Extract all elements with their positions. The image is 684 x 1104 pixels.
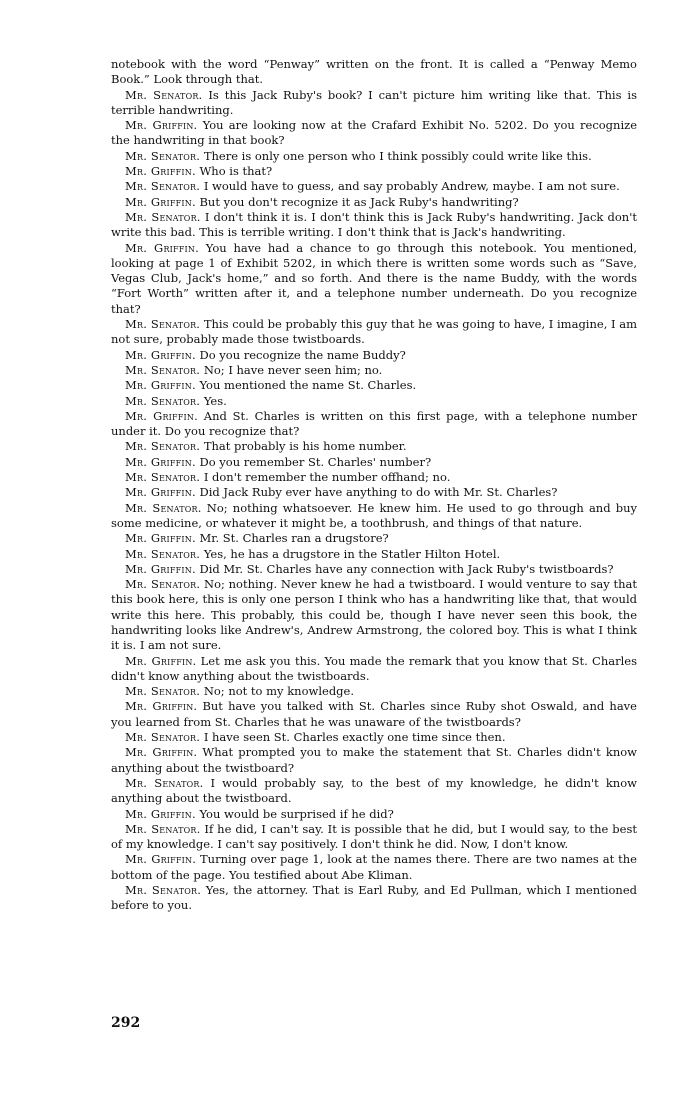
transcript-paragraph: [111, 577, 637, 653]
speaker-label: Mr. Griffin.: [125, 118, 198, 133]
paragraph-text: Do you remember St. Charles' number?: [199, 454, 432, 469]
speaker-label: Mr. Griffin.: [125, 164, 196, 179]
transcript-paragraph: [111, 547, 637, 562]
speaker-label: Mr. Senator.: [125, 821, 201, 836]
transcript-paragraph: [111, 409, 637, 440]
page-number: 292: [111, 1015, 141, 1031]
paragraph-text: You mentioned the name St. Charles.: [199, 378, 417, 393]
speaker-label: Mr. Griffin.: [125, 378, 196, 393]
speaker-label: Mr. Senator.: [125, 209, 201, 224]
transcript-paragraph: [111, 210, 637, 241]
speaker-label: Mr. Senator.: [125, 439, 201, 454]
paragraph-text: Do you recognize the name Buddy?: [199, 347, 406, 362]
speaker-label: Mr. Senator.: [125, 883, 202, 898]
paragraph-text: I would probably say, to the best of my knowledge, he didn't know anything about the twistboard.: [111, 775, 637, 806]
paragraph-text: But have you talked with St. Charles since Ruby shot Oswald, and have you learned from St. Charles that he was unaware of the twistboards?: [111, 699, 637, 729]
transcript-paragraph: [111, 501, 637, 532]
speaker-label: Mr. Griffin.: [125, 745, 198, 760]
transcript-paragraph: [111, 455, 637, 470]
speaker-label: Mr. Senator.: [125, 148, 201, 163]
paragraph-text: And St. Charles is written on this first page, with a telephone number under it. Do you recognize that?: [111, 408, 637, 439]
speaker-label: Mr. Griffin.: [125, 806, 196, 821]
speaker-label: Mr. Griffin.: [125, 240, 199, 255]
paragraph-text: No; nothing whatsoever. He knew him. He used to go through and buy some medicine, or whatever it might be, a toothbrush, and things of that nature.: [111, 500, 637, 530]
transcript-paragraph: [111, 470, 637, 485]
paragraph-text: You are looking now at the Crafard Exhibit No. 5202. Do you recognize the handwriting in that book?: [111, 118, 637, 148]
speaker-label: Mr. Griffin.: [125, 852, 197, 867]
paragraph-text: Is this Jack Ruby's book? I can't picture him writing like that. This is terrible handwriting.: [111, 87, 637, 117]
paragraph-text: I would have to guess, and say probably Andrew, maybe. I am not sure.: [203, 179, 620, 194]
transcript-paragraph: [111, 164, 637, 179]
speaker-label: Mr. Senator.: [125, 577, 201, 592]
transcript-paragraph: [111, 822, 637, 853]
speaker-label: Mr. Griffin.: [125, 454, 196, 469]
speaker-label: Mr. Senator.: [125, 775, 204, 790]
speaker-label: Mr. Senator.: [125, 87, 203, 102]
speaker-label: Mr. Senator.: [125, 684, 201, 699]
transcript-paragraph: [111, 883, 637, 914]
paragraph-text: You would be surprised if he did?: [199, 806, 394, 821]
transcript-paragraph: [111, 195, 637, 210]
transcript-paragraph: [111, 378, 637, 393]
transcript-paragraph: [111, 179, 637, 194]
paragraph-text: Did Mr. St. Charles have any connection with Jack Ruby's twistboards?: [199, 561, 614, 576]
paragraph-text: Did Jack Ruby ever have anything to do with Mr. St. Charles?: [199, 485, 558, 500]
paragraph-text: If he did, I can't say. It is possible that he did, but I would say, to the best of my knowledge. I can't say positively. I don't think he did. Now, I don't know.: [111, 821, 637, 852]
paragraph-text: But you don't recognize it as Jack Ruby's handwriting?: [199, 194, 519, 209]
paragraph-text: Let me ask you this. You made the remark that you know that St. Charles didn't know anything about the twistboards.: [111, 653, 637, 683]
paragraph-text: Who is that?: [199, 164, 273, 179]
transcript-paragraph: [111, 241, 637, 317]
speaker-label: Mr. Senator.: [125, 393, 201, 408]
transcript-paragraph: [111, 852, 637, 883]
paragraph-text: I don't think it is. I don't think this is Jack Ruby's handwriting. Jack don't write this bad. This is terrible writing. I don't think that is Jack's handwriting.: [111, 209, 637, 240]
speaker-label: Mr. Senator.: [125, 470, 201, 485]
speaker-label: Mr. Griffin.: [125, 561, 196, 576]
paragraph-text: There is only one person who I think possibly could write like this.: [203, 148, 592, 163]
transcript-paragraph: [111, 439, 637, 454]
transcript-paragraph: [111, 699, 637, 730]
transcript-paragraph: [111, 531, 637, 546]
transcript-paragraph: [111, 745, 637, 776]
paragraph-text: You have had a chance to go through this notebook. You mentioned, looking at page 1 of Exhibit 5202, in which there is written some words such as “Save, Vegas Club, Jack's home,” and so forth. And there is the name Buddy, with the words “Fort Worth” written after it, and a telephone number underneath. Do you recognize that?: [111, 240, 638, 316]
speaker-label: Mr. Senator.: [125, 546, 201, 561]
speaker-label: Mr. Senator.: [125, 730, 201, 745]
transcript-paragraph: [111, 348, 637, 363]
transcript-paragraph: [111, 684, 637, 699]
transcript-paragraph: [111, 394, 637, 409]
paragraph-text: I don't remember the number offhand; no.: [203, 470, 451, 485]
paragraph-text: notebook with the word “Penway” written on the front. It is called a “Penway Memo Book.” Look through that.: [111, 57, 637, 87]
transcript-paragraph: [111, 654, 637, 685]
transcript-paragraph: [111, 118, 637, 149]
transcript-paragraph: [111, 88, 637, 119]
transcript-paragraph: [111, 807, 637, 822]
paragraph-text: That probably is his home number.: [203, 439, 407, 454]
speaker-label: Mr. Senator.: [125, 362, 201, 377]
paragraph-text: Yes.: [203, 393, 227, 408]
paragraph-text: Mr. St. Charles ran a drugstore?: [199, 531, 389, 546]
transcript-paragraph: [111, 776, 637, 807]
paragraph-text: No; I have never seen him; no.: [203, 362, 383, 377]
transcript-paragraph: [111, 485, 637, 500]
speaker-label: Mr. Griffin.: [125, 485, 196, 500]
speaker-label: Mr. Senator.: [125, 500, 202, 515]
transcript-paragraph: [111, 562, 637, 577]
transcript-paragraph: [111, 149, 637, 164]
paragraph-text: Yes, he has a drugstore in the Statler Hilton Hotel.: [203, 546, 501, 561]
paragraph-text: Turning over page 1, look at the names there. There are two names at the bottom of the page. You testified about Abe Kliman.: [111, 852, 637, 882]
transcript-page: [111, 57, 637, 914]
speaker-label: Mr. Griffin.: [125, 699, 198, 714]
speaker-label: Mr. Griffin.: [125, 194, 196, 209]
speaker-label: Mr. Griffin.: [125, 347, 196, 362]
speaker-label: Mr. Griffin.: [125, 531, 196, 546]
speaker-label: Mr. Griffin.: [125, 653, 197, 668]
paragraph-text: What prompted you to make the statement that St. Charles didn't know anything about the twistboard?: [111, 745, 638, 775]
transcript-paragraph: [111, 57, 637, 88]
paragraph-text: No; not to my knowledge.: [203, 684, 355, 699]
transcript-paragraph: [111, 363, 637, 378]
paragraph-text: This could be probably this guy that he was going to have, I imagine, I am not sure, probably made those twistboards.: [111, 317, 638, 347]
transcript-paragraph: [111, 730, 637, 745]
speaker-label: Mr. Senator.: [125, 179, 201, 194]
speaker-label: Mr. Griffin.: [125, 408, 198, 423]
paragraph-text: Yes, the attorney. That is Earl Ruby, and Ed Pullman, which I mentioned before to you.: [111, 883, 638, 913]
speaker-label: Mr. Senator.: [125, 317, 201, 332]
paragraph-text: No; nothing. Never knew he had a twistboard. I would venture to say that this book here, this is only one person I think who has a handwriting like that, that would write this here. This probably, this could be, though I have never seen this book, the handwriting looks like Andrew's, Andrew Armstrong, the colored boy. This is what I think it is. I am not sure.: [111, 577, 637, 653]
transcript-paragraph: [111, 317, 637, 348]
paragraph-text: I have seen St. Charles exactly one time since then.: [203, 730, 506, 745]
